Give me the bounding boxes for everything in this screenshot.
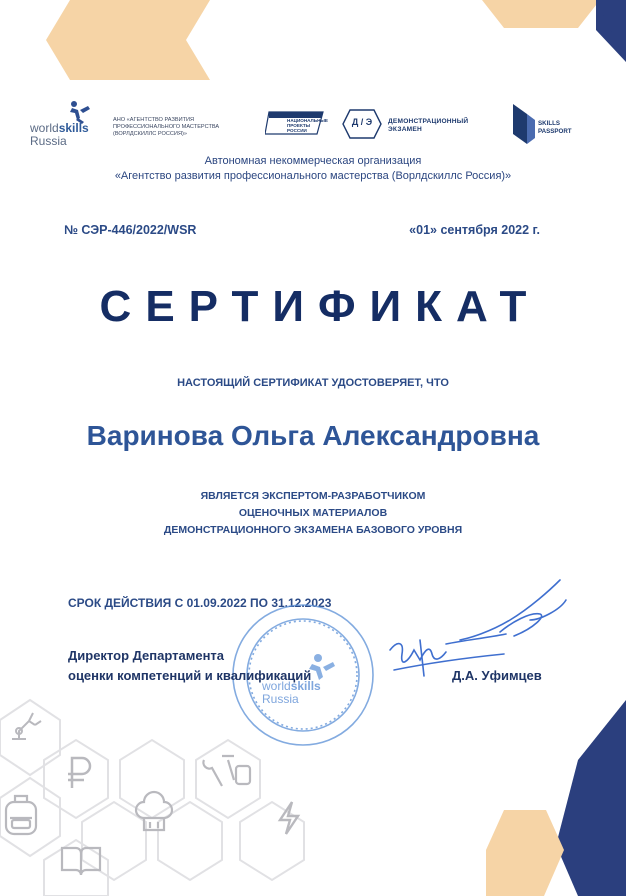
worldskills-text-world: world (30, 121, 59, 135)
skills-passport-line2: PASSPORT (538, 127, 572, 135)
ano-line1: АНО «АГЕНТСТВО РАЗВИТИЯ (113, 117, 195, 123)
demo-exam-logo-text (388, 118, 498, 134)
organization-line1: Автономная некоммерческая организация (204, 155, 422, 167)
certificate-number: № СЭР-446/2022/WSR (64, 223, 197, 237)
ano-line3: (ВОРЛДСКИЛЛС РОССИЯ)» (113, 131, 187, 137)
worldskills-logo (30, 100, 100, 150)
ruble-icon (60, 752, 96, 792)
np-line3: РОССИИ (287, 128, 307, 134)
ano-line2: ПРОФЕССИОНАЛЬНОГО МАСТЕРСТВА (113, 124, 220, 130)
stamp-worldskills-text: worldskills Russia (262, 679, 321, 706)
worldskills-text-skills: skills (58, 121, 89, 135)
book-icon (58, 840, 104, 880)
skills-passport-logo-text (538, 120, 572, 135)
backpack-icon (2, 790, 42, 838)
corner-decoration-bottom-right (486, 700, 626, 896)
skills-passport-mark-icon (513, 104, 535, 144)
role-line2: ОЦЕНОЧНЫХ МАТЕРИАЛОВ (238, 507, 388, 519)
certificate-title: СЕРТИФИКАТ (99, 282, 541, 331)
signer-name: Д.А. Уфимцев (452, 668, 542, 683)
certificate-date: «01» сентября 2022 г. (409, 223, 540, 237)
np-line2: ПРОЕКТЫ (287, 123, 311, 129)
national-projects-logo (265, 110, 327, 136)
demo-exam-line1: ДЕМОНСТРАЦИОННЫЙ (388, 118, 469, 125)
np-line1: НАЦИОНАЛЬНЫЕ (287, 118, 328, 123)
ano-agency-logo-text (113, 117, 233, 138)
role-line1: ЯВЛЯЕТСЯ ЭКСПЕРТОМ-РАЗРАБОТЧИКОМ (200, 490, 426, 502)
director-position-line2: оценки компетенций и квалификаций (68, 668, 312, 683)
corner-decoration-top-left (0, 0, 210, 80)
demo-exam-line2: ЭКЗАМЕН (388, 126, 422, 133)
organization-line2: «Агентство развития профессионального мастерства (Ворлдскиллс Россия)» (114, 170, 512, 182)
role-line3: ДЕМОНСТРАЦИОННОГО ЭКЗАМЕНА БАЗОВОГО УРОВНЯ (163, 524, 463, 536)
chef-hat-icon (134, 790, 174, 836)
handwritten-signature (380, 570, 580, 710)
robot-arm-icon (6, 705, 46, 745)
skills-passport-line1: SKILLS (538, 120, 561, 127)
holder-name: Варинова Ольга Александровна (86, 420, 540, 451)
director-position-line1: Директор Департамента (68, 648, 225, 663)
wrench-screwdriver-icon (198, 752, 254, 796)
certifies-text: НАСТОЯЩИЙ СЕРТИФИКАТ УДОСТОВЕРЯЕТ, ЧТО (177, 377, 449, 389)
lightning-icon (272, 798, 306, 838)
worldskills-text-russia: Russia (30, 134, 67, 148)
corner-decoration-top-right (470, 0, 626, 80)
demo-exam-mark-text: Д / Э (351, 117, 373, 127)
validity-period: СРОК ДЕЙСТВИЯ С 01.09.2022 ПО 31.12.2023 (68, 596, 332, 610)
